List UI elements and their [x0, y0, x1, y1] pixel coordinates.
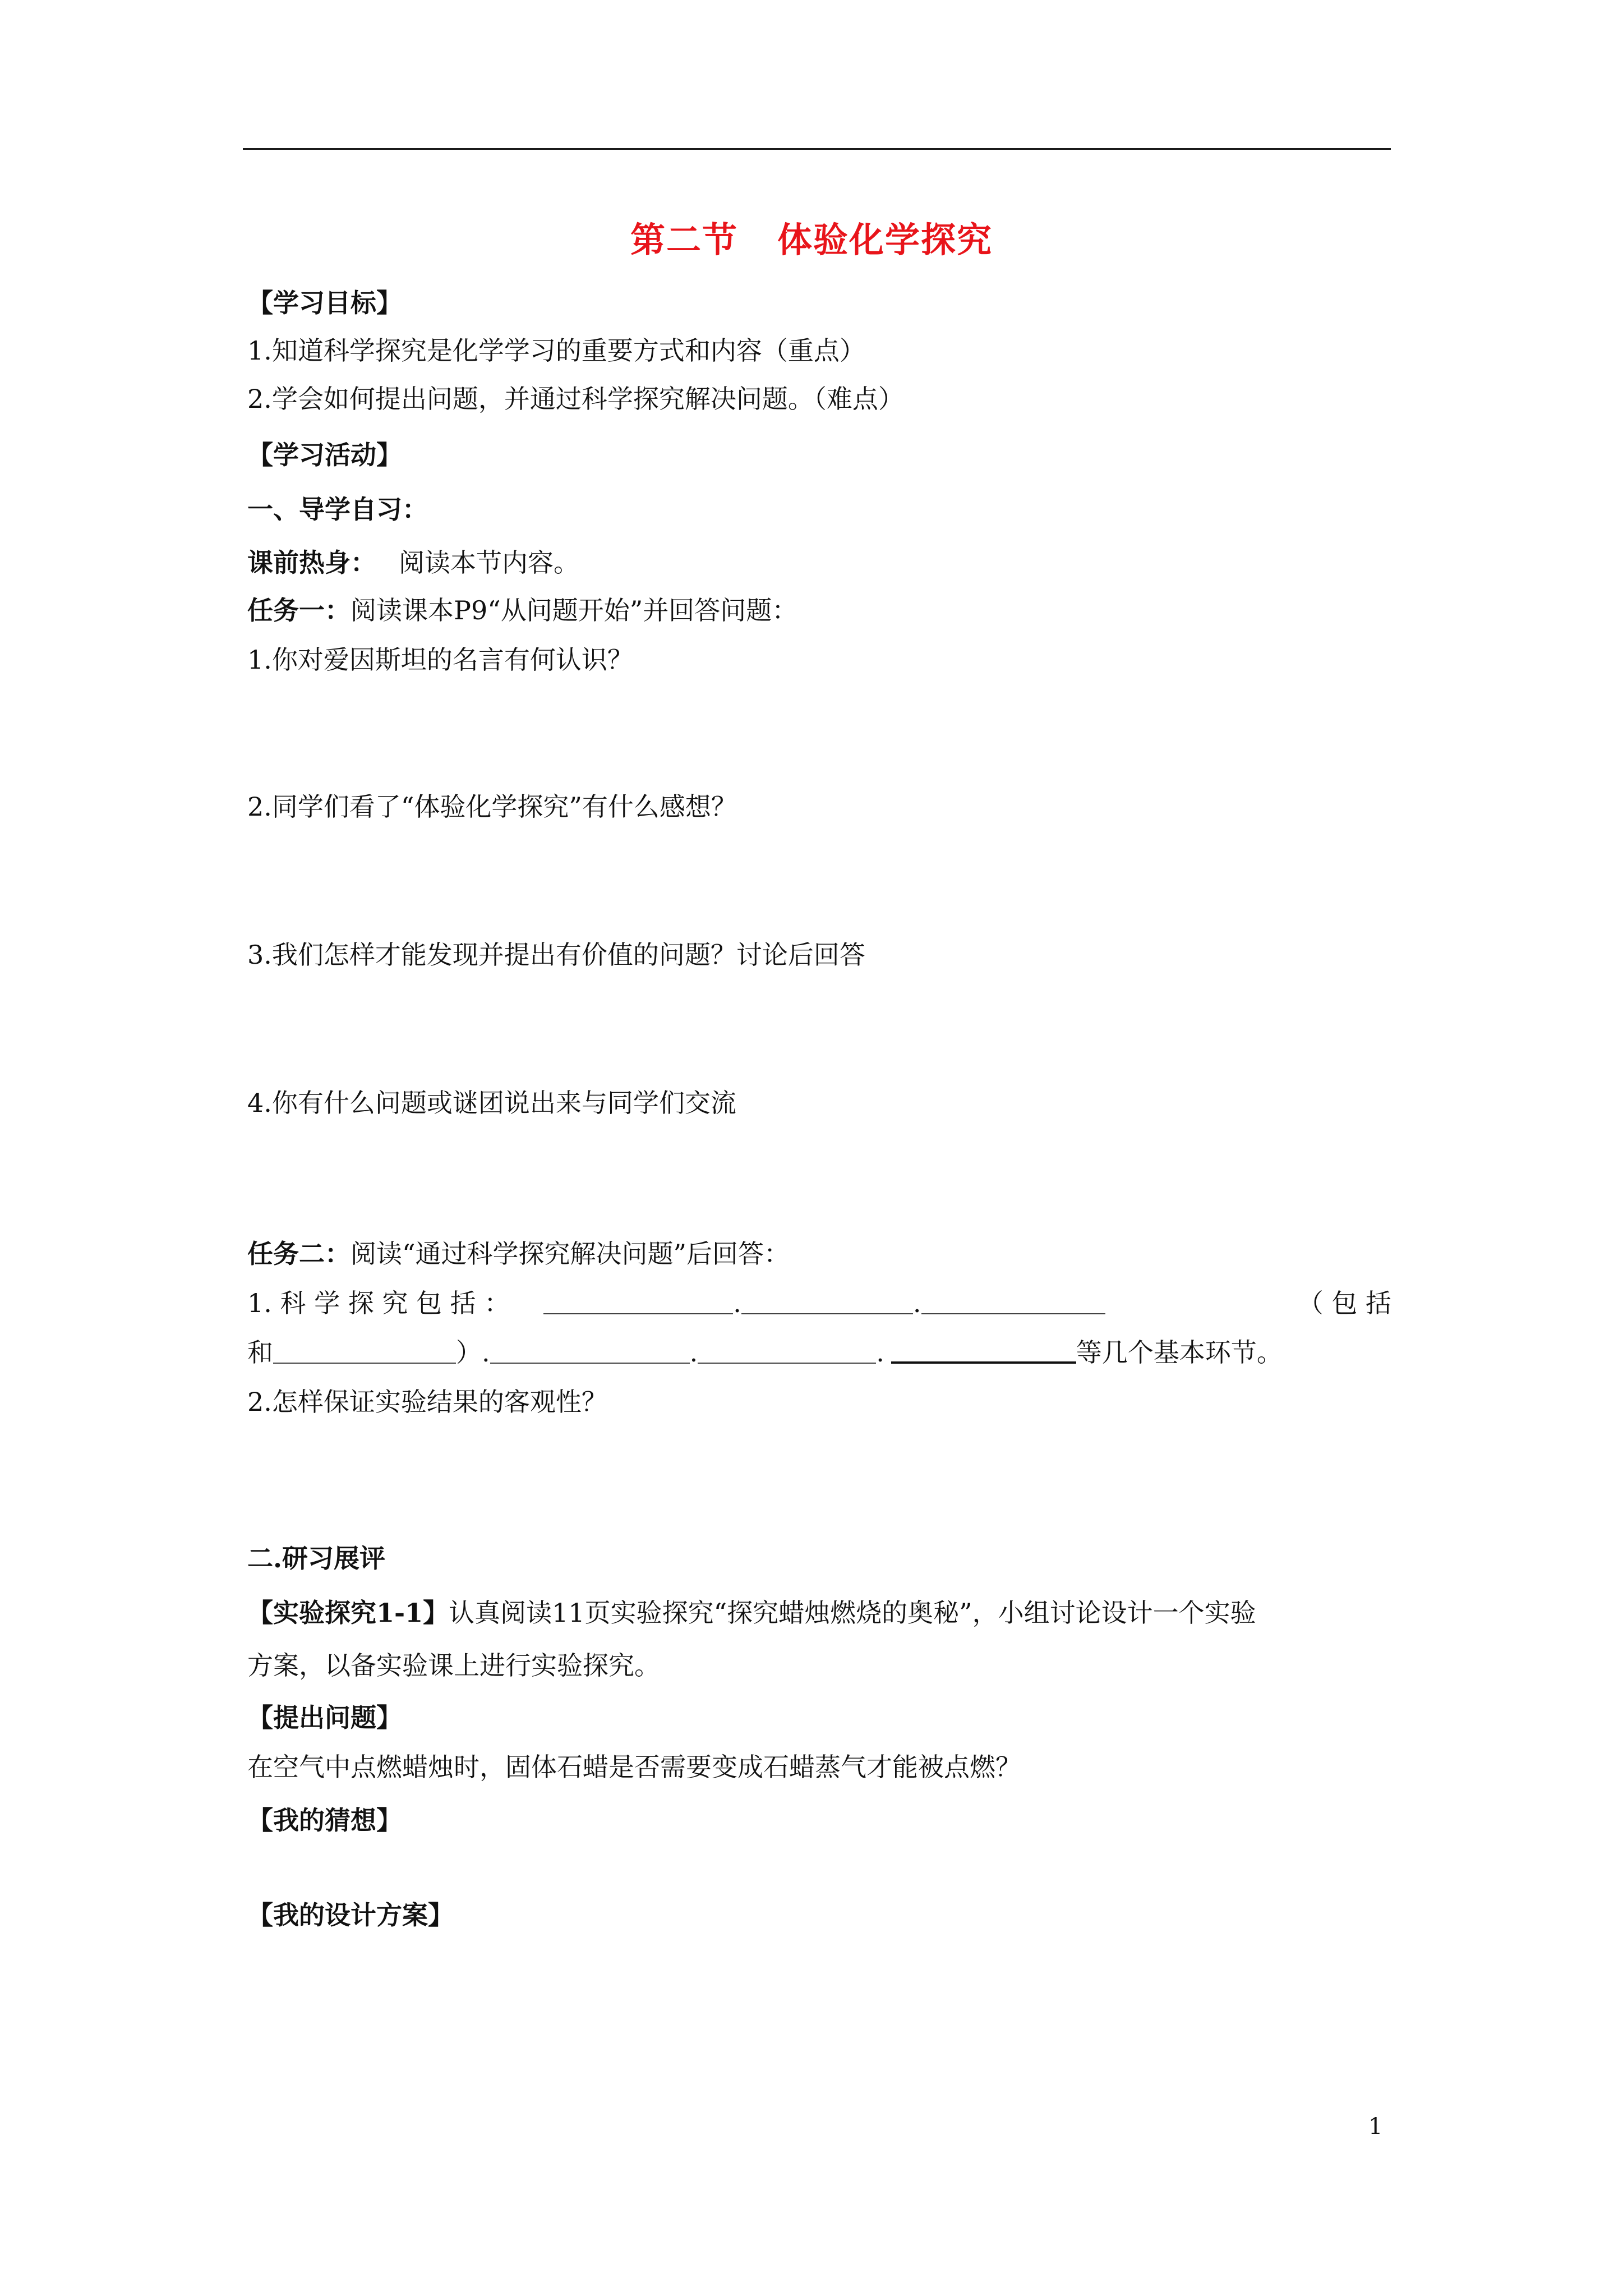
guess-heading: 【我的猜想】	[247, 1805, 402, 1835]
objective-2: 2.学会如何提出问题，并通过科学探究解决问题。（难点）	[247, 384, 904, 414]
warmup-line	[247, 547, 579, 578]
question-2: 2.同学们看了“体验化学探究”有什么感想？	[247, 792, 737, 822]
title-section-number: 第二节	[630, 219, 738, 260]
blank-6[interactable]	[698, 1360, 876, 1364]
fill-1-prefix: 1. 科 学 探 究 包 括 ：	[247, 1288, 510, 1318]
task1-label: 任务一：	[247, 595, 351, 625]
experiment-line-2: 方案，以备实验课上进行实验探究。	[247, 1650, 660, 1681]
page-number: 1	[1368, 2114, 1383, 2139]
fill-1-paren: （ 包 括	[1297, 1288, 1391, 1318]
task1-line	[247, 595, 797, 626]
task1-text: 阅读课本P9“从问题开始”并回答问题：	[351, 595, 798, 625]
blank-5[interactable]	[490, 1360, 690, 1364]
question-4: 4.你有什么问题或谜团说出来与同学们交流	[247, 1088, 736, 1118]
experiment-line-1	[247, 1597, 1256, 1628]
activities-heading: 【学习活动】	[247, 440, 402, 470]
blank-1[interactable]	[543, 1311, 733, 1314]
question-3: 3.我们怎样才能发现并提出有价值的问题？讨论后回答	[247, 940, 865, 970]
fill-2-suffix: 等几个基本环节。	[1076, 1337, 1283, 1368]
page-title	[0, 212, 1623, 262]
objectives-heading: 【学习目标】	[247, 288, 402, 318]
design-heading: 【我的设计方案】	[247, 1900, 454, 1930]
warmup-text: 阅读本节内容。	[399, 547, 579, 578]
blank-2[interactable]	[741, 1311, 913, 1314]
question-text: 在空气中点燃蜡烛时，固体石蜡是否需要变成石蜡蒸气才能被点燃？	[247, 1752, 1021, 1782]
fill-dot-3: .	[689, 1337, 698, 1368]
section-1-heading: 一、导学自习：	[247, 494, 428, 524]
header-rule	[243, 148, 1391, 150]
fill-2-close: ）.	[456, 1337, 490, 1368]
task2-text: 阅读“通过科学探究解决问题”后回答：	[351, 1239, 790, 1269]
fill-line-2	[247, 1337, 1283, 1368]
title-topic: 体验化学探究	[777, 219, 993, 260]
blank-7[interactable]	[891, 1359, 1076, 1364]
question-heading: 【提出问题】	[247, 1703, 402, 1733]
experiment-text: 认真阅读11页实验探究“探究蜡烛燃烧的奥秘”，小组讨论设计一个实验	[449, 1598, 1256, 1628]
warmup-label: 课前热身：	[247, 547, 376, 578]
fill-line-1	[247, 1287, 1391, 1319]
blank-4[interactable]	[273, 1360, 456, 1364]
task2-label: 任务二：	[247, 1239, 351, 1269]
fill-dot-4: .	[876, 1337, 884, 1368]
blank-3[interactable]	[921, 1311, 1105, 1314]
fill-dot-1: .	[733, 1288, 741, 1318]
question-1: 1.你对爱因斯坦的名言有何认识？	[247, 645, 633, 675]
fill-dot-2: .	[912, 1288, 921, 1318]
question-objectivity: 2.怎样保证实验结果的客观性？	[247, 1387, 607, 1417]
objective-1: 1.知道科学探究是化学学习的重要方式和内容（重点）	[247, 335, 865, 366]
experiment-label: 【实验探究1-1】	[247, 1598, 449, 1628]
task2-line	[247, 1238, 790, 1269]
section-2-heading: 二.研习展评	[247, 1543, 386, 1573]
fill-2-prefix: 和	[247, 1337, 273, 1368]
